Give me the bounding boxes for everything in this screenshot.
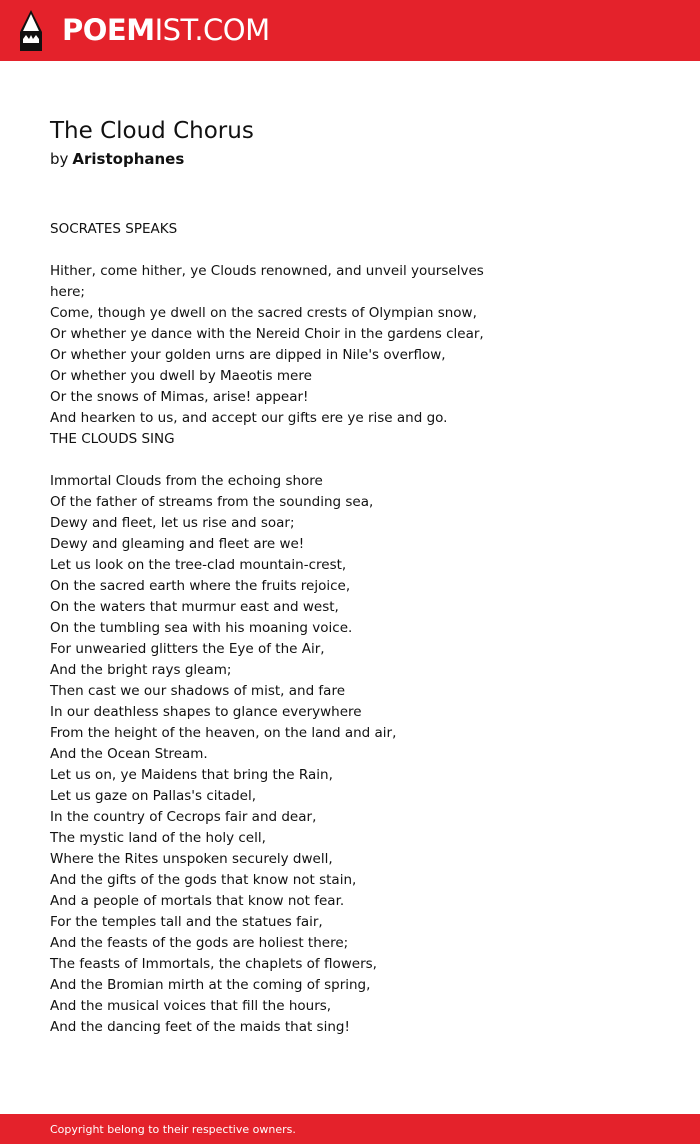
poem-line: The mystic land of the holy cell, [50,830,266,846]
poem-line: For unwearied glitters the Eye of the Air, [50,641,325,657]
poem-line: here; [50,284,85,300]
logo-light-text: IST.COM [154,13,270,47]
poem-line: In the country of Cecrops fair and dear, [50,809,317,825]
poem-line: Or the snows of Mimas, arise! appear! [50,389,309,405]
poem-line: In our deathless shapes to glance everywhere [50,704,362,720]
pen-nib-icon[interactable] [18,10,44,51]
poem-line: Dewy and gleaming and fleet are we! [50,536,305,552]
logo-bold-text: POEM [62,13,155,47]
poem-line: From the height of the heaven, on the land and air, [50,725,397,741]
poem-line: Where the Rites unspoken securely dwell, [50,851,333,867]
poem-line: Immortal Clouds from the echoing shore [50,473,323,489]
poem-line: On the tumbling sea with his moaning voice. [50,620,353,636]
poem-line: And a people of mortals that know not fear. [50,893,345,909]
poem-line: And the gifts of the gods that know not stain, [50,872,357,888]
poem-line: On the sacred earth where the fruits rejoice, [50,578,351,594]
by-label: by [50,150,69,168]
poem-title: The Cloud Chorus [50,118,254,144]
poem-line: And the musical voices that fill the hours, [50,998,332,1014]
poem-line: Of the father of streams from the sounding sea, [50,494,374,510]
poem-line: Or whether your golden urns are dipped in Nile's overflow, [50,347,446,363]
poem-line: Come, though ye dwell on the sacred crests of Olympian snow, [50,305,477,321]
poem-line: For the temples tall and the statues fair, [50,914,323,930]
poem-line: And the Ocean Stream. [50,746,208,762]
poem-line: Then cast we our shadows of mist, and fare [50,683,346,699]
poem-line: THE CLOUDS SING [50,431,175,447]
author-name: Aristophanes [72,150,185,168]
stanza-break [50,450,530,471]
poem-line: Let us on, ye Maidens that bring the Rain, [50,767,333,783]
poem-line: Or whether you dwell by Maeotis mere [50,368,312,384]
stanza-break [50,240,530,261]
site-header [0,0,700,61]
poem-line: The feasts of Immortals, the chaplets of flowers, [50,956,377,972]
poem-line: And the bright rays gleam; [50,662,232,678]
poem-body [50,219,530,1038]
poem-line: On the waters that murmur east and west, [50,599,339,615]
poem-line: Hither, come hither, ye Clouds renowned, and unveil yourselves [50,263,484,279]
poem-line: Let us gaze on Pallas's citadel, [50,788,256,804]
copyright-text: Copyright belong to their respective owners. [50,1123,296,1136]
poem-line: Dewy and fleet, let us rise and soar; [50,515,295,531]
poem-line: And the dancing feet of the maids that sing! [50,1019,350,1035]
site-logo[interactable] [62,11,270,49]
poem-line: Let us look on the tree-clad mountain-crest, [50,557,347,573]
poem-line: SOCRATES SPEAKS [50,221,178,237]
poem-line: And the feasts of the gods are holiest there; [50,935,349,951]
poem-line: Or whether ye dance with the Nereid Choir in the gardens clear, [50,326,484,342]
poem-byline [50,148,184,170]
poem-line: And hearken to us, and accept our gifts ere ye rise and go. [50,410,448,426]
poem-line: And the Bromian mirth at the coming of spring, [50,977,371,993]
site-footer [0,1114,700,1144]
